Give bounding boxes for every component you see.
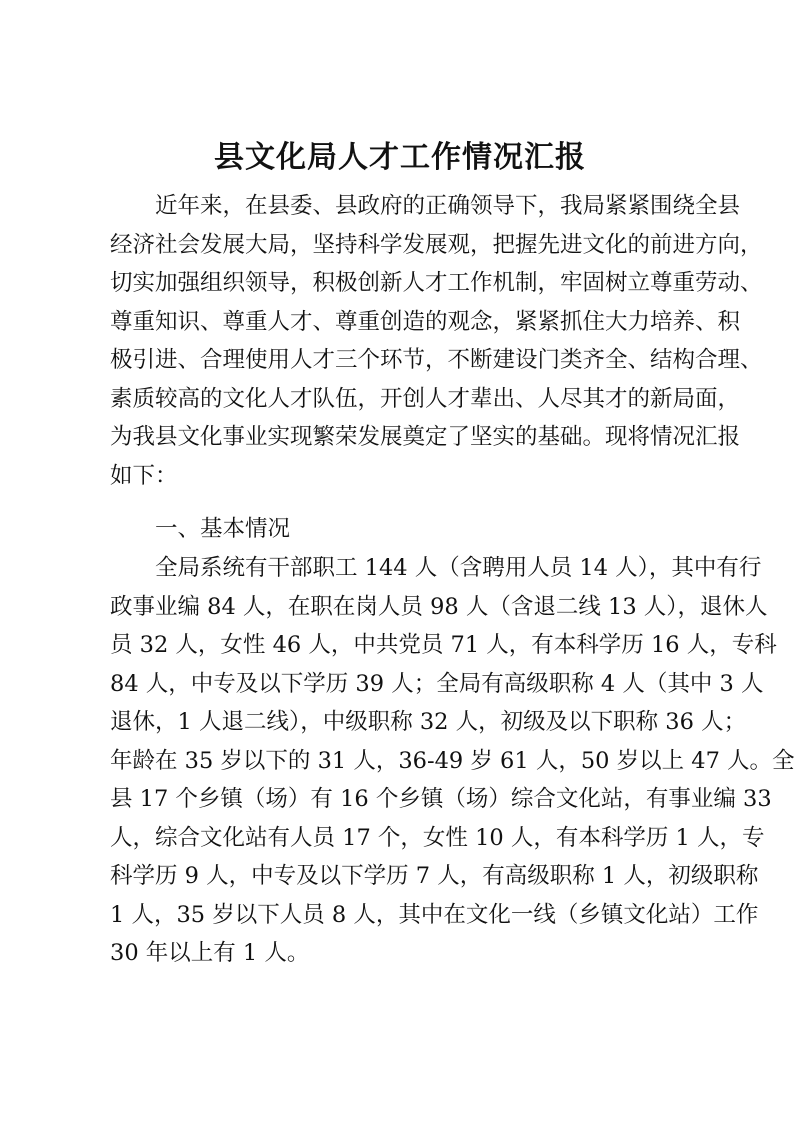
paragraph-line: 退休，1 人退二线），中级职称 32 人，初级及以下职称 36 人； — [110, 709, 747, 735]
paragraph-line: 全局系统有干部职工 144 人（含聘用人员 14 人），其中有行 — [155, 555, 762, 581]
paragraph-line: 素质较高的文化人才队伍，开创人才辈出、人尽其才的新局面， — [110, 385, 741, 412]
paragraph-line: 县 17 个乡镇（场）有 16 个乡镇（场）综合文化站，有事业编 33 — [110, 786, 772, 812]
basic-situation-paragraph — [110, 549, 795, 973]
paragraph-line: 尊重知识、尊重人才、尊重创造的观念，紧紧抓住大力培养、积 — [110, 308, 741, 335]
paragraph-line: 经济社会发展大局，坚持科学发展观，把握先进文化的前进方向， — [110, 231, 763, 258]
document-title: 县文化局人才工作情况汇报 — [214, 140, 586, 175]
paragraph-line: 切实加强组织领导，积极创新人才工作机制，牢固树立尊重劳动、 — [110, 270, 763, 296]
section-heading: 一、基本情况 — [155, 516, 291, 542]
paragraph-line: 近年来，在县委、县政府的正确领导下，我局紧紧围绕全县 — [155, 193, 741, 219]
paragraph-line: 政事业编 84 人，在职在岗人员 98 人（含退二线 13 人），退休人 — [110, 593, 768, 620]
paragraph-line: 科学历 9 人，中专及以下学历 7 人，有高级职称 1 人，初级职称 — [110, 863, 759, 889]
paragraph-line: 人，综合文化站有人员 17 个，女性 10 人，有本科学历 1 人，专 — [110, 824, 765, 851]
paragraph-line: 1 人，35 岁以下人员 8 人，其中在文化一线（乡镇文化站）工作 — [110, 901, 759, 928]
paragraph-line: 极引进、合理使用人才三个环节，不断建设门类齐全、结构合理、 — [110, 347, 763, 373]
paragraph-line: 为我县文化事业实现繁荣发展奠定了坚实的基础。现将情况汇报 — [110, 424, 741, 450]
paragraph-line: 84 人，中专及以下学历 39 人；全局有高级职称 4 人（其中 3 人 — [110, 670, 764, 697]
paragraph-line: 年龄在 35 岁以下的 31 人，36-49 岁 61 人，50 岁以上 47 人。全 — [110, 747, 795, 774]
paragraph-line: 30 年以上有 1 人。 — [110, 940, 310, 966]
paragraph-line: 如下： — [110, 462, 178, 489]
intro-paragraph — [110, 187, 763, 495]
paragraph-line: 员 32 人，女性 46 人，中共党员 71 人，有本科学历 16 人，专科 — [110, 632, 777, 658]
